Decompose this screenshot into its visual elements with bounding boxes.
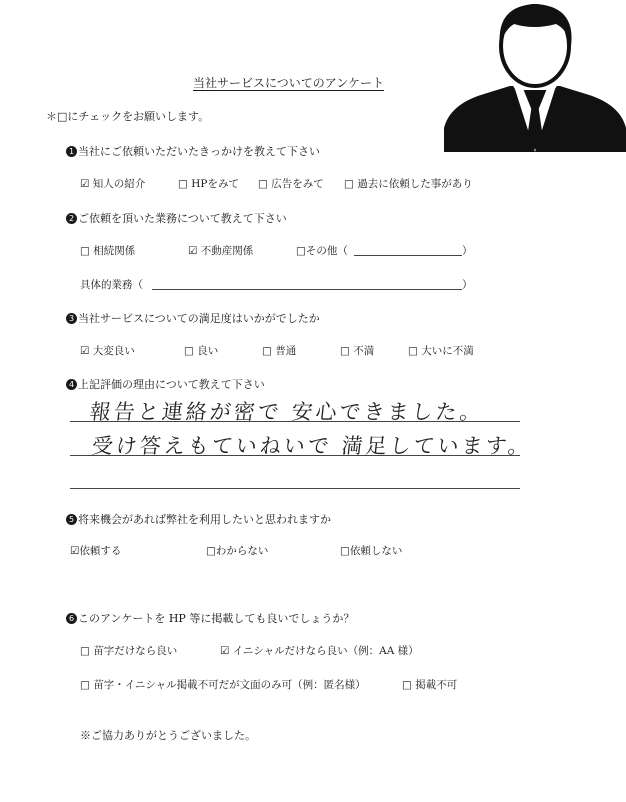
question-6	[66, 610, 354, 626]
question-number: 1	[66, 146, 77, 157]
q3-option-good[interactable]: □ 良い	[184, 345, 219, 357]
question-text: 当社にご依頼いただいたきっかけを教えて下さい	[78, 145, 320, 158]
q6-option-not-allowed[interactable]: □ 掲載不可	[402, 679, 458, 691]
q6-option-text-only[interactable]: □ 苗字・イニシャル掲載不可だが文面のみ可（例：匿名様）	[80, 679, 366, 691]
q1-option-hp[interactable]: □ HPをみて	[178, 178, 239, 190]
answer-rule-3	[70, 488, 520, 489]
thank-you-text: ※ご協力ありがとうございました。	[80, 729, 256, 742]
person-silhouette-icon	[444, 0, 626, 152]
question-3	[66, 310, 320, 326]
q5-option-unknown[interactable]: □わからない	[206, 545, 269, 557]
q3-option-normal[interactable]: □ 普通	[262, 345, 297, 357]
form-title: 当社サービスについてのアンケート	[193, 76, 385, 90]
q5-option-no[interactable]: □依頼しない	[340, 545, 403, 557]
q6-option-surname[interactable]: □ 苗字だけなら良い	[80, 645, 178, 657]
q3-option-unsatisfied[interactable]: □ 不満	[340, 345, 375, 357]
question-text: 上記評価の理由について教えて下さい	[78, 378, 265, 391]
q2-detail-label: 具体的業務（	[80, 279, 143, 291]
question-number: 3	[66, 313, 77, 324]
q2-option-real-estate[interactable]: ☑ 不動産関係	[188, 245, 254, 257]
q6-option-initials[interactable]: ☑ イニシャルだけなら良い（例：AA 様）	[220, 645, 419, 657]
question-text: 将来機会があれば弊社を利用したいと思われますか	[78, 513, 331, 526]
question-text: このアンケートを HP 等に掲載しても良いでしょうか？	[78, 612, 355, 625]
question-text: ご依頼を頂いた業務について教えて下さい	[78, 212, 287, 225]
question-number: 6	[66, 613, 77, 624]
q3-option-very-unsatisfied[interactable]: □ 大いに不満	[408, 345, 474, 357]
handwritten-answer-line-2: 受け答えもていねいで 満足しています。	[90, 434, 534, 458]
question-5	[66, 511, 331, 527]
answer-rule-2	[70, 455, 520, 456]
q5-option-yes[interactable]: ☑依頼する	[70, 545, 122, 557]
question-4	[66, 376, 265, 392]
instruction-text: ＊□にチェックをお願いします。	[46, 110, 210, 123]
question-number: 2	[66, 213, 77, 224]
question-1	[66, 143, 320, 159]
q2-option-other[interactable]: □その他（	[296, 245, 348, 257]
q1-option-ad[interactable]: □ 広告をみて	[258, 178, 324, 190]
handwritten-answer-line-1: 報告と連絡が密で 安心できました。	[88, 400, 485, 424]
q2-other-line	[354, 255, 462, 256]
q1-option-referral[interactable]: ☑ 知人の紹介	[80, 178, 146, 190]
q1-option-past[interactable]: □ 過去に依頼した事があり	[344, 178, 473, 190]
q2-detail-line[interactable]	[152, 289, 462, 290]
q3-option-very-good[interactable]: ☑ 大変良い	[80, 345, 135, 357]
answer-rule-1	[70, 421, 520, 422]
question-number: 4	[66, 379, 77, 390]
question-text: 当社サービスについての満足度はいかがでしたか	[78, 312, 320, 325]
q2-option-inheritance[interactable]: □ 相続関係	[80, 245, 136, 257]
q2-other-close: ）	[462, 245, 473, 257]
q2-detail-close: ）	[462, 279, 473, 291]
question-2	[66, 210, 287, 226]
question-number: 5	[66, 514, 77, 525]
